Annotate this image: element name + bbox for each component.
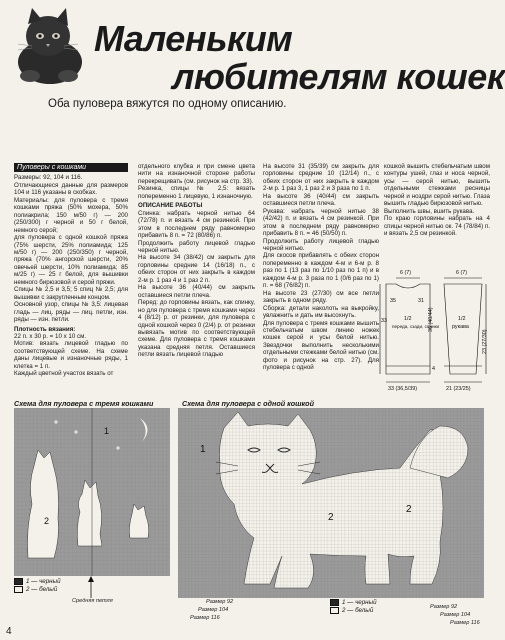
text-column-1	[14, 163, 128, 396]
size-label-116-right: Размер 116	[450, 620, 480, 626]
paragraph: Спинка: набрать черной нитью 64 (72/78) п. и вязать 4 см резинкой. При этом в последнем ряду равномерно прибавить 8 п. = 72 (80/86) п.	[138, 209, 255, 240]
paragraph: Материалы: для пуловера с тремя кошками пряжа (50% мохера, 50% полиакрила; 150 м/50 г) — 200 (250/300) г черной и 50 г белой, немного серой;	[14, 196, 128, 234]
paragraph: Основной узор, спицы № 3,5: лицевая гладь — лиц. ряды — лиц. петли, изн. ряды — изн. петли.	[14, 301, 128, 324]
legend-row	[330, 607, 377, 614]
schematic-label: 1/2	[404, 316, 412, 322]
paragraph: Продолжить работу лицевой гладью черной нитью.	[138, 239, 255, 254]
chart-number: 1	[104, 426, 110, 436]
paragraph: Мотив: вязать лицевой гладью по соответствующей схеме. На схеме даны лицевые и изнаночные ряды, 1 клетка = 1 п.	[14, 340, 128, 370]
size-label-104-right: Размер 104	[440, 612, 471, 618]
paragraph: Сборка: детали наколоть на выкройку, увлажнить и дать им высохнуть.	[263, 304, 379, 320]
paragraph: На высоте 36 (40/44) см закрыть оставшиеся петли плеча.	[263, 192, 379, 208]
paragraph: По краю горловины набрать на 4 спицы черной нитью ок. 74 (78/84) п. и вязать 2,5 см резинкой.	[384, 215, 490, 238]
legend-label: 1 — черный	[26, 578, 61, 585]
paragraph: Продолжить работу лицевой гладью черной нитью.	[263, 237, 379, 252]
chart-number: 2	[328, 512, 334, 523]
paragraph: Резинка, спицы № 2,5: вязать попеременно 1 лицевую, 1 изнаночную.	[138, 185, 255, 200]
chart1-legend	[14, 578, 61, 594]
paragraph: Перед: до горловины вязать, как спинку, но для пуловера с тремя кошками через 4 (8/12) р. от резинки, для пуловера с одной кошкой через 0 (2/4) р. от резинки вывязать мотив по соответствующей схеме. Для пуловера с тремя кошками указана средняя петля. Оставшиеся петли вязать лицевой гладью	[138, 299, 255, 359]
size-label-116: Размер 116	[190, 615, 220, 621]
legend-row	[330, 599, 377, 606]
schematic-label: рукава	[452, 324, 469, 330]
schematic-label: 4	[432, 366, 435, 372]
size-label-92-right: Размер 92	[430, 604, 458, 610]
black-swatch	[14, 578, 23, 585]
schematic-label: 31	[418, 298, 424, 304]
schematic-label: 6 (7)	[400, 270, 412, 276]
paragraph: Плотность вязания:	[14, 325, 76, 333]
text-column-2	[138, 163, 255, 398]
schematic-label: 6 (7)	[456, 270, 468, 276]
page-title-line2: любителям кошек	[172, 56, 505, 97]
page-number: 4	[6, 626, 12, 637]
legend-label: 2 — белый	[342, 607, 374, 614]
white-swatch	[14, 586, 23, 593]
legend-label: 2 — белый	[26, 586, 58, 593]
lead-paragraph: Оба пуловера вяжутся по одному описанию.	[48, 98, 287, 110]
paragraph: Размеры: 92, 104 и 116.	[14, 174, 83, 182]
size-label-92: Размер 92	[206, 599, 234, 605]
paragraph: На высоте 36 (40/44) см закрыть оставшиеся петли плеча.	[138, 284, 255, 299]
schematic-label: 35	[390, 298, 396, 304]
schematic-label: 1/2	[458, 316, 466, 322]
text-column-3	[263, 163, 379, 398]
schematic-label: 21 (23/25)	[446, 386, 471, 392]
mid-stitch-label: Средняя петля	[72, 598, 113, 604]
page-title-line1: Маленьким	[94, 18, 293, 59]
legend-label: 1 — черный	[342, 599, 377, 606]
size-label-104: Размер 104	[198, 607, 229, 613]
white-swatch	[330, 607, 339, 614]
paragraph: для пуловера с одной кошкой пряжа (75% шерсти, 25% полиамида; 125 м/50 г) — 200 (250/350) г черной, пряжа (70% ангорской шерсти, 20% овечьей шерсти, 10% полиамида; 85 м/25 г) — 25 г белой, для вышивки немного бирюзовой и серой пряжи.	[14, 234, 128, 286]
paragraph: Спицы № 2,5 и 3,5; 5 спиц № 2,5; для вышивки с закругленным концом.	[14, 286, 128, 301]
paragraph: Для пуловера с тремя кошками вышить стебельчатым швом линию ножек кошек серой и усы белой нитью. Звездочки выполнить несколькими отдельными стежками белой нитью (см. фото и рисунок на стр. 27). Для пуловера с одной	[263, 319, 379, 372]
chart-number: 1	[200, 444, 206, 455]
paragraph: кошкой вышить стебельчатым швом контуры ушей, глаз и носа черной, усы — серой нитью, вышить отдельными стежками ресницы черной и ноздри серой нитью. Глаза вышить гладью бирюзовой нитью.	[384, 163, 490, 208]
paragraph: Рукава: набрать черной нитью 38 (42/42) п. и вязать 4 см резинкой. При этом в последнем ряду равномерно прибавить 8 п. = 46 (50/50) п.	[263, 207, 379, 238]
section-heading: Пуловеры с кошками	[14, 163, 128, 172]
paragraph: Каждый цветной участок вязать от	[14, 370, 114, 378]
paragraph: 22 п. х 30 р. = 10 х 10 см.	[14, 332, 87, 340]
chart-three-cats	[14, 408, 170, 576]
paragraph: На высоте 23 (27/30) см все петли закрыть в одном ряду.	[263, 289, 379, 305]
schematic-label: 23 (27/30)	[482, 329, 488, 354]
chart-title-three-cats: Схема для пуловера с тремя кошками	[14, 399, 154, 408]
chart-one-cat	[178, 408, 484, 598]
cat-photo-image	[10, 4, 88, 86]
chart-number: 2	[44, 516, 50, 526]
text-column-4	[384, 163, 490, 261]
schematic-label: 36 (40/44)	[428, 307, 434, 332]
legend-row	[14, 586, 61, 593]
schematic-label: 33 (36,5/39)	[388, 386, 418, 392]
mid-stitch-arrow	[86, 576, 96, 598]
chart-title-one-cat: Схема для пуловера с одной кошкой	[182, 399, 314, 408]
paragraph: отдельного клубка и при смене цвета нити на изнаночной стороне работы перекрещивать (см. рисунок на стр. 33).	[138, 163, 255, 185]
schematic-label: 33	[381, 318, 387, 324]
paragraph: На высоте 31 (35/39) см закрыть для горловины средние 10 (12/14) п., с обеих сторон от них закрыть в каждом 2-м р. 1 раз 3, 1 раз 2 и 3 раза по 1 п.	[263, 163, 379, 193]
paragraph: ОПИСАНИЕ РАБОТЫ	[138, 202, 203, 210]
paragraph: Отличающиеся данные для размеров 104 и 116 указаны в скобках.	[14, 181, 128, 197]
legend-row	[14, 578, 61, 585]
paragraph: На высоте 34 (38/42) см закрыть для горловины средние 14 (16/18) п., с обеих сторон от них закрыть в каждом 2-м р. 1 раз 4 и 1 раз 2 п.	[138, 254, 255, 284]
chart2-legend	[330, 599, 377, 615]
schematic-label: переда, сзади, спинки	[392, 324, 440, 329]
paragraph: Для скосов прибавлять с обеих сторон попеременно в каждом 4-м и 6-м р. 8 раз по 1 (13 раз по 1/10 раз по 1 п) и в каждом 4-м р. 3 раза по 1 (0/6 раз по 1) п. = 68 (76/82) п.	[263, 252, 379, 290]
chart-number: 2	[406, 504, 412, 515]
paragraph: Выполнить швы, вшить рукава.	[384, 207, 475, 215]
pattern-schematic	[382, 262, 488, 400]
black-swatch	[330, 599, 339, 606]
